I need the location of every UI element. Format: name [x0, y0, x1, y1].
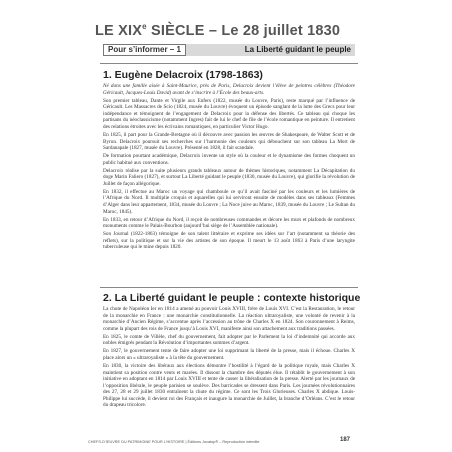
page-title: LE XIXe SIÈCLE – Le 28 juillet 1830 [95, 22, 341, 39]
section-heading-1: 1. Eugène Delacroix (1798-1863) [103, 69, 263, 81]
section-body-1 [103, 83, 355, 252]
paragraph: Delacroix réalise par la suite plusieurs grands tableaux autour de thèmes historiques, notamment La Décapitation du doge Marin Faliero (1827), et surtout La Liberté guidant le peuple (1830, musée du Louvre), qui glorifie la révolution de Juillet de façon allégorique. [103, 167, 355, 187]
paragraph: La chute de Napoléon Ier en 1814 a amené au pouvoir Louis XVIII, frère de Louis XVI. C’est la Restauration, le retour de la monarchie en France : une monarchie constitutionnelle. La réaction ultraroyaliste, une volonté de revenir à la monarchie d’Ancien Régime, s’accentue après l’accession au trône de Charles X en 1824. Son couronnement à Reims, comme la plupart des rois de France jusqu’à Louis XVI, manifeste ainsi son attachement aux traditions passées. [103, 306, 355, 332]
paragraph: En 1832, il effectue au Maroc un voyage qui chamboule ce qu’il avait fasciné par les couleurs et les lumières de l’Afrique du Nord. Il multiplie croquis et aquarelles qui lui serviront ensuite de modèles dans ses tableaux (Femmes d’Alger dans leur appartement, 1834, musée du Louvre ; La Noce juive au Maroc, 1839, musée du Louvre ; Le Sultan du Maroc, 1845). [103, 188, 355, 215]
section-heading-2: 2. La Liberté guidant le peuple : contexte historique [103, 292, 361, 304]
divider [100, 63, 358, 64]
paragraph: De formation pourtant académique, Delacroix invente un style où la couleur et le dynamisme des formes choquent un public habitué aux conventions. [103, 153, 355, 166]
paragraph: En 1825, le comte de Villèle, chef du gouvernement, fait adopter par le Parlement la loi d’indemnité qui accorde aux nobles émigrés pendant la Révolution d’importantes sommes d’argent. [103, 333, 355, 347]
subtitle: La Liberté guidant le peuple [244, 45, 351, 54]
section-tag: Pour s’informer – 1 [103, 44, 186, 56]
paragraph: Son Journal (1822-1863) témoigne de son talent littéraire et exprime ses idées sur l’art (notamment sa théorie des reflets), sur la politique et sur la vie des artistes de son époque. Il meurt le 13 août 1863 à Paris d’une laryngite tuberculeuse qui le mine depuis 1820. [103, 231, 355, 251]
footer-text: CHEFS-D’ŒUVRE DU PATRIMOINE POUR L’HISTOIRE | Éditions Jocatop® – Reproduction interdite [88, 440, 260, 444]
paragraph: En 1827, le gouvernement tente de faire adopter une loi supprimant la liberté de la presse, mais il échoue. Charles X place alors un « ultraroyaliste » à la tête du gouvernement. [103, 348, 355, 361]
paragraph: Son premier tableau, Dante et Virgile aux Enfers (1822, musée du Louvre, Paris), reste marqué par l’influence de Géricault. Les Massacres de Scio (1824, musée du Louvre) évoquent un épisode sanglant de la lutte des Grecs pour leur indépendance et témoignent de l’engagement de Delacroix pour la défense des libertés. Ce tableau qui choque les partisans du néoclassicisme (notamment Ingres) fait de lui le chef de file de l’école romantique en peinture. Il entretient des relations étroites avec les écrivains romantiques, en particulier Victor Hugo. [103, 97, 355, 130]
page-number: 187 [340, 437, 351, 443]
divider [100, 287, 358, 288]
paragraph: En 1833, en retour d’Afrique du Nord, il reçoit de nombreuses commandes et décore les murs et plafonds de nombreux monuments comme le Palais-Bourbon (aujourd’hui siège de l’Assemblée nationale). [103, 216, 355, 230]
section-body-2 [103, 306, 355, 410]
paragraph: Né dans une famille aisée à Saint-Maurice, près de Paris, Delacroix devient l’élève de peintres célèbres (Théodore Géricault, Jacques-Louis David) avant de s’inscrire à l’École des beaux-arts. [103, 83, 355, 96]
paragraph: En 1830, la victoire des libéraux aux élections démontre l’hostilité à l’égard de la politique royale, mais Charles X maintient sa position contre vents et marées. Il dissout la chambre des députés élue. Il rétablit le gouvernement à son initiative en adoptant en 1814 par Louis XVIII et tente de casser la libéralisation de la presse. Alerté par les journaux de l’opposition libérale, le peuple parisien se soulève. Des barricades se dressent dans Paris. Les journées révolutionnaires des 27, 28 et 29 juillet 1830 entraînent la chute du régime. Ce sont les Trois Glorieuses. Charles X abdique. Louis-Philippe lui succède, il devient roi des Français et inaugure la monarchie de Juillet, la branche d’Orléans. C’est le retour du drapeau tricolore. [103, 362, 355, 409]
paragraph: En 1825, il part pour la Grande-Bretagne où il découvre avec passion les œuvres de Shakespeare, de Walter Scott et de Byron. Delacroix poursuit ses recherches sur l’harmonie des couleurs qui débouchent sur son tableau La Mort de Sardanapale (1827, musée du Louvre). Présenté en 1828, il fait scandale. [103, 131, 355, 152]
subtitle-bar [103, 44, 355, 56]
